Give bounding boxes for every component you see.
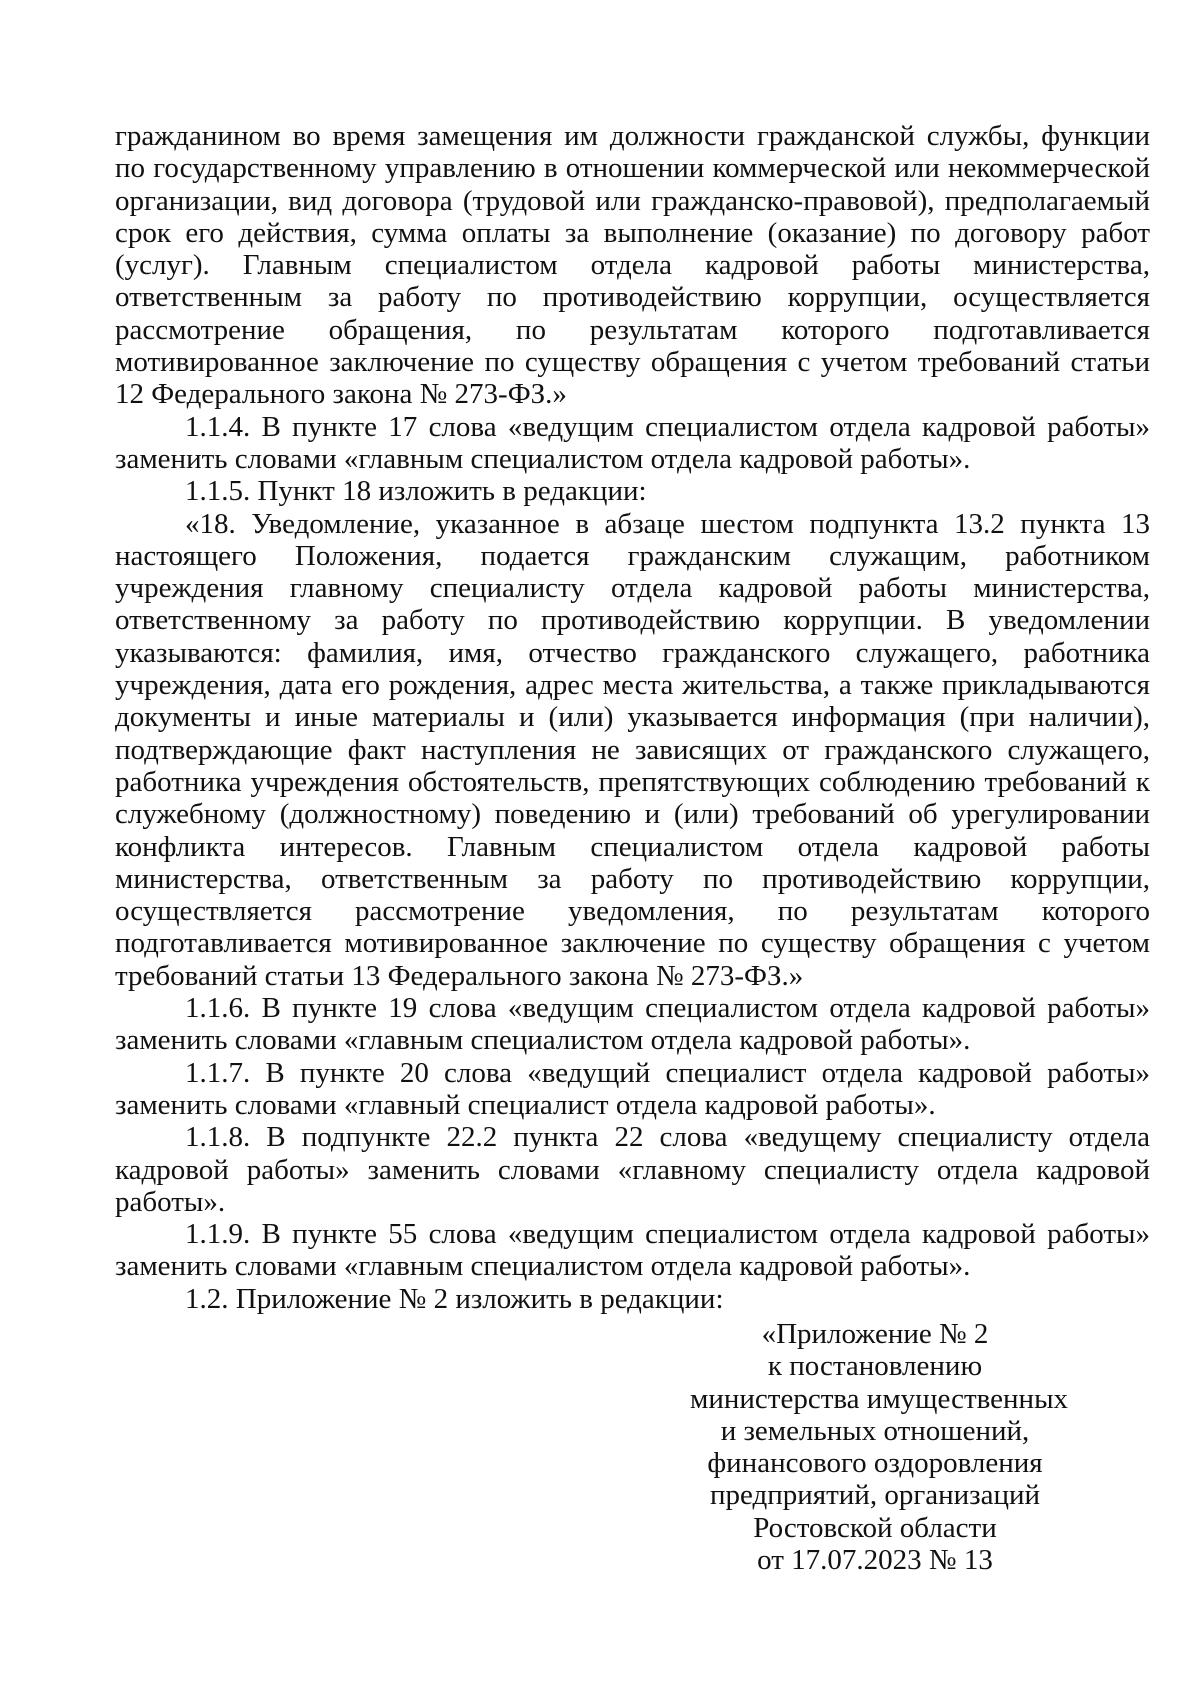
appendix-line: к постановлению — [767, 1350, 983, 1383]
appendix-line: финансового оздоровления — [707, 1447, 1043, 1480]
paragraph-1-1-9: 1.1.9. В пункте 55 слова «ведущим специалистом отдела кадровой работы» заменить словами «главным специалистом отдела кадровой работы». — [115, 1218, 1150, 1283]
appendix-line: и земельных отношений, — [720, 1414, 1030, 1447]
paragraph-point-18: «18. Уведомление, указанное в абзаце шестом подпункта 13.2 пункта 13 настоящего Положения, подается гражданским служащим, работником учреждения главному специалисту отдела кадровой работы министерства, ответственному за работу по противодействию коррупции. В уведомлении указываются: фамилия, имя, отчество гражданского служащего, работника учреждения, дата его рождения, адрес места жительства, а также прикладываются документы и иные материалы и (или) указывается информация (при наличии), подтверждающие факт наступления не зависящих от гражданского служащего, работника учреждения обстоятельств, препятствующих соблюдению требований к служебному (должностному) поведению и (или) требований об урегулировании конфликта интересов. Главным специалистом отдела кадровой работы министерства, ответственным за работу по противодействию коррупции, осуществляется рассмотрение уведомления, по результатам которого подготавливается мотивированное заключение по существу обращения с учетом требований статьи 13 Федерального закона № 273-ФЗ.» — [115, 507, 1150, 992]
paragraph-1-2: 1.2. Приложение № 2 изложить в редакции: — [185, 1282, 724, 1315]
paragraph-continuation: гражданином во время замещения им должности гражданской службы, функции по государственному управлению в отношении коммерческой или некоммерческой организации, вид договора (трудовой или гражданско-правовой), предполагаемый срок его действия, сумма оплаты за выполнение (оказание) по договору работ (услуг). Главным специалистом отдела кадровой работы министерства, ответственным за работу по противодействию коррупции, осуществляется рассмотрение обращения, по результатам которого подготавливается мотивированное заключение по существу обращения с учетом требований статьи 12 Федерального закона № 273-ФЗ.» — [115, 120, 1150, 411]
paragraph-1-1-8: 1.1.8. В подпункте 22.2 пункта 22 слова «ведущему специалисту отдела кадровой работы» заменить словами «главному специалисту отдела кадровой работы». — [115, 1121, 1150, 1218]
paragraph-1-1-7: 1.1.7. В пункте 20 слова «ведущий специалист отдела кадровой работы» заменить словами «главный специалист отдела кадровой работы». — [115, 1056, 1150, 1121]
appendix-line: предприятий, организаций — [709, 1479, 1041, 1512]
paragraph-1-1-6: 1.1.6. В пункте 19 слова «ведущим специалистом отдела кадровой работы» заменить словами «главным специалистом отдела кадровой работы». — [115, 992, 1150, 1057]
appendix-line-title: «Приложение № 2 — [761, 1318, 989, 1350]
appendix-line: министерства имущественных — [690, 1382, 1069, 1415]
document-body — [115, 120, 1150, 1315]
appendix-line-date: от 17.07.2023 № 13 — [757, 1544, 993, 1577]
paragraph-1-1-4: 1.1.4. В пункте 17 слова «ведущим специалистом отдела кадровой работы» заменить словами «главным специалистом отдела кадровой работы». — [115, 410, 1150, 475]
paragraph-1-1-5: 1.1.5. Пункт 18 изложить в редакции: — [185, 475, 647, 508]
appendix-line: Ростовской области — [753, 1511, 997, 1544]
appendix-header — [690, 1318, 1069, 1577]
